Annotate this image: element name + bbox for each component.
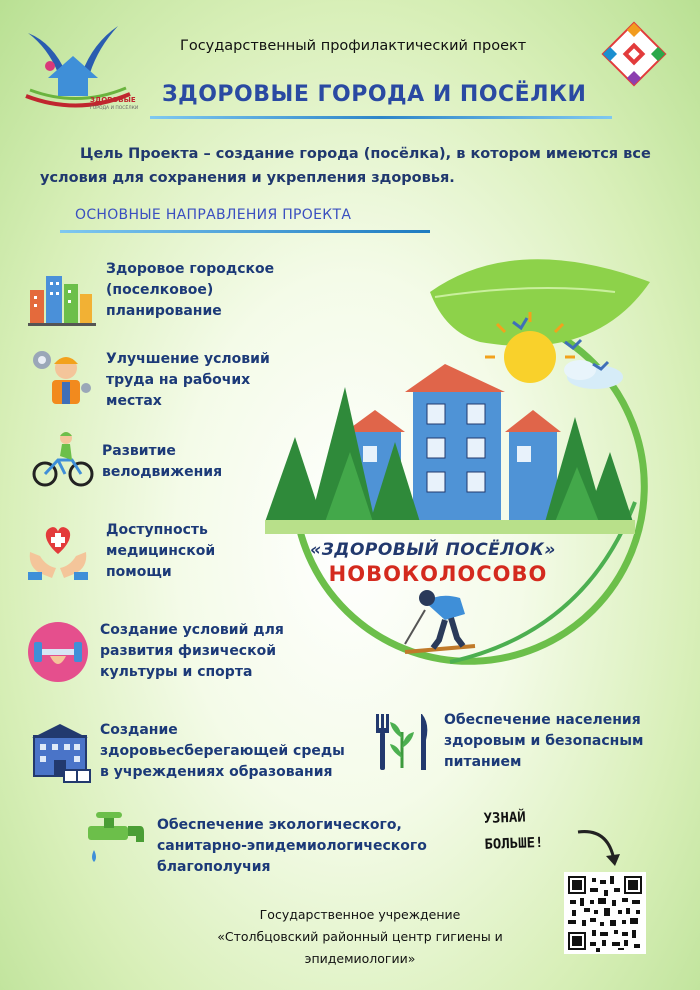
direction-2-line-3: местах — [106, 393, 162, 409]
footer-line-3: эпидемиологии» — [304, 951, 416, 966]
direction-7-line-2: здоровым и безопасным — [444, 733, 644, 749]
direction-4-line-3: помощи — [106, 564, 172, 580]
city-buildings-icon — [28, 270, 96, 330]
direction-1 — [106, 259, 274, 322]
village-emblem — [255, 252, 650, 672]
direction-5-line-3: культуры и спорта — [100, 664, 253, 680]
project-goal: Цель Проекта – создание города (посёлка), в котором имеются все условия для сохранения и укрепления здоровья. — [40, 146, 651, 186]
direction-5-line-2: развития физической — [100, 643, 277, 659]
logo-label: ЗДОРОВЫЕ — [90, 96, 136, 104]
direction-8-line-3: благополучия — [157, 859, 271, 875]
direction-2-line-1: Улучшение условий — [106, 351, 270, 367]
direction-1-line-1: Здоровое городское — [106, 261, 275, 277]
direction-4 — [106, 520, 215, 583]
footer-organization — [190, 904, 530, 970]
direction-6-line-1: Создание — [100, 722, 178, 738]
direction-4-line-1: Доступность — [106, 522, 208, 538]
dumbbell-fitness-icon — [26, 620, 90, 688]
qr-code[interactable] — [564, 872, 646, 954]
water-tap-icon — [84, 808, 148, 874]
page-title: ЗДОРОВЫЕ ГОРОДА И ПОСЁЛКИ — [162, 82, 587, 107]
direction-8-line-1: Обеспечение экологического, — [157, 817, 402, 833]
ornament-emblem — [598, 18, 670, 90]
medical-heart-hands-icon — [26, 522, 90, 586]
worker-icon — [30, 348, 94, 414]
direction-6-line-2: здоровьесберегающей среды — [100, 743, 345, 759]
learn-more-line-2: БОЛЬШЕ! — [484, 834, 544, 853]
title-divider — [150, 116, 612, 119]
learn-more-line-1: УЗНАЙ — [483, 809, 526, 827]
school-building-icon — [28, 722, 92, 788]
logo-sublabel: ГОРОДА И ПОСЁЛКИ — [90, 106, 139, 111]
direction-4-line-2: медицинской — [106, 543, 216, 559]
direction-1-line-2: (поселковое) — [106, 282, 214, 298]
direction-3 — [102, 441, 222, 483]
direction-8-line-2: санитарно-эпидемиологического — [157, 838, 427, 854]
direction-3-line-1: Развитие — [102, 443, 176, 459]
direction-2-line-2: труда на рабочих — [106, 372, 251, 388]
direction-7-line-1: Обеспечение населения — [444, 712, 641, 728]
direction-5-line-1: Создание условий для — [100, 622, 284, 638]
emblem-village-name: НОВОКОЛОСОВО — [328, 562, 548, 586]
curved-arrow-icon — [574, 826, 624, 874]
cutlery-leaf-icon — [372, 710, 434, 776]
directions-divider — [60, 230, 430, 233]
direction-3-line-2: велодвижения — [102, 464, 223, 480]
directions-heading: ОСНОВНЫЕ НАПРАВЛЕНИЯ ПРОЕКТА — [75, 207, 352, 223]
direction-2 — [106, 349, 270, 412]
direction-6 — [100, 720, 345, 783]
header-subtitle: Государственный профилактический проект — [180, 38, 527, 54]
project-logo — [18, 18, 148, 118]
direction-6-line-3: в учреждениях образования — [100, 764, 333, 780]
cyclist-icon — [32, 430, 94, 492]
footer-line-1: Государственное учреждение — [259, 907, 461, 922]
footer-line-2: «Столбцовский районный центр гигиены и — [217, 929, 503, 944]
direction-7-line-3: питанием — [444, 754, 522, 770]
direction-1-line-3: планирование — [106, 303, 222, 319]
direction-7 — [444, 710, 643, 773]
direction-8 — [157, 815, 427, 878]
emblem-slogan: «ЗДОРОВЫЙ ПОСЁЛОК» — [310, 540, 556, 560]
